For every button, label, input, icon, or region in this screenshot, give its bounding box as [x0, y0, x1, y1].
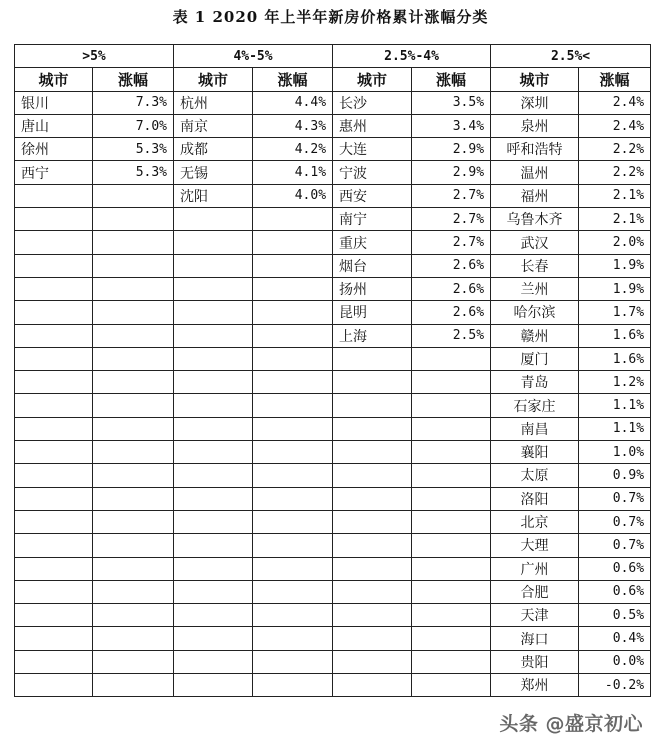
- change-cell: 1.0%: [579, 441, 651, 464]
- table-row: [15, 464, 651, 487]
- table-row: [15, 487, 651, 510]
- change-cell: 4.1%: [253, 161, 333, 184]
- change-cell: [412, 604, 491, 627]
- column-header-change: 涨幅: [412, 68, 491, 91]
- city-cell: [174, 301, 253, 324]
- city-cell: 呼和浩特: [491, 138, 579, 161]
- column-header-change: 涨幅: [253, 68, 333, 91]
- change-cell: 1.7%: [579, 301, 651, 324]
- change-cell: [253, 510, 333, 533]
- city-cell: 上海: [333, 324, 412, 347]
- city-cell: 扬州: [333, 277, 412, 300]
- city-cell: [333, 464, 412, 487]
- city-cell: 乌鲁木齐: [491, 208, 579, 231]
- city-cell: [15, 627, 93, 650]
- change-cell: [93, 534, 174, 557]
- city-cell: 银川: [15, 91, 93, 114]
- change-cell: [93, 627, 174, 650]
- change-cell: 0.9%: [579, 464, 651, 487]
- column-header-change: 涨幅: [93, 68, 174, 91]
- city-cell: [15, 324, 93, 347]
- change-cell: [93, 557, 174, 580]
- city-cell: [15, 208, 93, 231]
- change-cell: [93, 394, 174, 417]
- band-header-2.5-4: 2.5%-4%: [333, 45, 491, 68]
- change-cell: 2.6%: [412, 277, 491, 300]
- change-cell: [412, 557, 491, 580]
- change-cell: [253, 557, 333, 580]
- city-cell: 惠州: [333, 114, 412, 137]
- city-cell: 太原: [491, 464, 579, 487]
- table-row: [15, 347, 651, 370]
- table-row: [15, 324, 651, 347]
- change-cell: 4.3%: [253, 114, 333, 137]
- change-cell: 3.5%: [412, 91, 491, 114]
- table-row: [15, 301, 651, 324]
- city-cell: 大理: [491, 534, 579, 557]
- change-cell: [93, 231, 174, 254]
- change-cell: 2.2%: [579, 161, 651, 184]
- change-cell: [253, 464, 333, 487]
- table-body: [15, 91, 651, 697]
- change-cell: [93, 324, 174, 347]
- city-cell: 洛阳: [491, 487, 579, 510]
- change-cell: [412, 534, 491, 557]
- change-cell: -0.2%: [579, 674, 651, 697]
- city-cell: [174, 394, 253, 417]
- city-cell: [15, 231, 93, 254]
- change-cell: [253, 347, 333, 370]
- city-cell: [333, 674, 412, 697]
- city-cell: 南宁: [333, 208, 412, 231]
- change-cell: 2.0%: [579, 231, 651, 254]
- change-cell: 0.0%: [579, 650, 651, 673]
- change-cell: 2.9%: [412, 161, 491, 184]
- city-cell: [15, 510, 93, 533]
- change-cell: 2.5%: [412, 324, 491, 347]
- table-title: 表 1 2020 年上半年新房价格累计涨幅分类: [172, 8, 489, 26]
- table-row: [15, 627, 651, 650]
- city-cell: [174, 324, 253, 347]
- city-cell: [333, 557, 412, 580]
- change-cell: [412, 347, 491, 370]
- change-cell: 4.0%: [253, 184, 333, 207]
- band-header-4-5: 4%-5%: [174, 45, 333, 68]
- city-cell: 贵阳: [491, 650, 579, 673]
- city-cell: 成都: [174, 138, 253, 161]
- change-cell: [253, 650, 333, 673]
- change-cell: [253, 487, 333, 510]
- city-cell: 厦门: [491, 347, 579, 370]
- table-row: [15, 208, 651, 231]
- change-cell: 2.7%: [412, 184, 491, 207]
- change-cell: 2.7%: [412, 208, 491, 231]
- city-cell: [174, 208, 253, 231]
- table-row: [15, 161, 651, 184]
- change-cell: 1.1%: [579, 417, 651, 440]
- city-cell: [174, 557, 253, 580]
- city-cell: 哈尔滨: [491, 301, 579, 324]
- change-cell: [93, 580, 174, 603]
- city-cell: 西安: [333, 184, 412, 207]
- change-cell: [93, 510, 174, 533]
- city-cell: 武汉: [491, 231, 579, 254]
- change-cell: 2.6%: [412, 254, 491, 277]
- change-cell: [412, 394, 491, 417]
- city-cell: 海口: [491, 627, 579, 650]
- change-cell: [253, 604, 333, 627]
- price-change-table: [14, 44, 651, 697]
- band-header-gt5: >5%: [15, 45, 174, 68]
- city-cell: 泉州: [491, 114, 579, 137]
- change-cell: 0.7%: [579, 534, 651, 557]
- change-cell: [412, 627, 491, 650]
- change-cell: 2.4%: [579, 114, 651, 137]
- city-cell: 长沙: [333, 91, 412, 114]
- city-cell: 深圳: [491, 91, 579, 114]
- column-header-row: [15, 68, 651, 91]
- change-cell: [93, 301, 174, 324]
- watermark: 头条 @盛京初心: [499, 713, 643, 735]
- change-cell: [93, 277, 174, 300]
- change-cell: [93, 208, 174, 231]
- city-cell: 长春: [491, 254, 579, 277]
- column-header-change: 涨幅: [579, 68, 651, 91]
- change-cell: [93, 464, 174, 487]
- city-cell: 青岛: [491, 371, 579, 394]
- city-cell: [15, 254, 93, 277]
- change-cell: 1.9%: [579, 254, 651, 277]
- city-cell: [174, 231, 253, 254]
- city-cell: [333, 487, 412, 510]
- city-cell: 石家庄: [491, 394, 579, 417]
- city-cell: 温州: [491, 161, 579, 184]
- city-cell: [174, 534, 253, 557]
- city-cell: [15, 464, 93, 487]
- column-header-city: 城市: [174, 68, 253, 91]
- change-cell: 1.6%: [579, 324, 651, 347]
- change-cell: [93, 650, 174, 673]
- city-cell: [333, 347, 412, 370]
- change-cell: 5.3%: [93, 161, 174, 184]
- change-cell: [93, 417, 174, 440]
- change-cell: 3.4%: [412, 114, 491, 137]
- city-cell: [333, 580, 412, 603]
- city-cell: [333, 394, 412, 417]
- table-row: [15, 277, 651, 300]
- city-cell: [174, 510, 253, 533]
- city-cell: [15, 277, 93, 300]
- city-cell: [15, 580, 93, 603]
- change-cell: [412, 441, 491, 464]
- change-cell: [253, 394, 333, 417]
- city-cell: [15, 441, 93, 464]
- city-cell: 沈阳: [174, 184, 253, 207]
- city-cell: [333, 371, 412, 394]
- city-cell: [174, 417, 253, 440]
- city-cell: [15, 394, 93, 417]
- change-cell: 4.2%: [253, 138, 333, 161]
- city-cell: [15, 371, 93, 394]
- change-cell: 1.9%: [579, 277, 651, 300]
- change-cell: [93, 254, 174, 277]
- change-cell: [253, 417, 333, 440]
- city-cell: [15, 557, 93, 580]
- change-cell: [93, 347, 174, 370]
- city-cell: 襄阳: [491, 441, 579, 464]
- change-cell: 0.7%: [579, 487, 651, 510]
- change-cell: [93, 674, 174, 697]
- change-cell: [93, 487, 174, 510]
- city-cell: 郑州: [491, 674, 579, 697]
- city-cell: 烟台: [333, 254, 412, 277]
- change-cell: 2.4%: [579, 91, 651, 114]
- change-cell: [253, 371, 333, 394]
- city-cell: [174, 487, 253, 510]
- city-cell: [333, 650, 412, 673]
- city-cell: 重庆: [333, 231, 412, 254]
- table-row: [15, 184, 651, 207]
- change-cell: [253, 441, 333, 464]
- city-cell: [15, 347, 93, 370]
- change-cell: [253, 674, 333, 697]
- city-cell: 南京: [174, 114, 253, 137]
- change-cell: [412, 650, 491, 673]
- city-cell: [174, 650, 253, 673]
- city-cell: 杭州: [174, 91, 253, 114]
- change-cell: 7.3%: [93, 91, 174, 114]
- change-cell: [253, 277, 333, 300]
- city-cell: [15, 604, 93, 627]
- city-cell: [333, 510, 412, 533]
- change-cell: 7.0%: [93, 114, 174, 137]
- city-cell: 唐山: [15, 114, 93, 137]
- city-cell: 大连: [333, 138, 412, 161]
- city-cell: 北京: [491, 510, 579, 533]
- city-cell: [15, 184, 93, 207]
- city-cell: [333, 417, 412, 440]
- table-row: [15, 674, 651, 697]
- table-row: [15, 371, 651, 394]
- change-cell: [93, 441, 174, 464]
- change-cell: 0.5%: [579, 604, 651, 627]
- table-row: [15, 417, 651, 440]
- table-row: [15, 557, 651, 580]
- change-cell: [412, 510, 491, 533]
- change-cell: [253, 301, 333, 324]
- column-header-city: 城市: [333, 68, 412, 91]
- change-cell: [412, 371, 491, 394]
- change-cell: [412, 464, 491, 487]
- city-cell: [174, 371, 253, 394]
- change-cell: 1.1%: [579, 394, 651, 417]
- change-cell: [253, 627, 333, 650]
- city-cell: [333, 604, 412, 627]
- change-cell: 1.2%: [579, 371, 651, 394]
- change-cell: [412, 674, 491, 697]
- band-header-row: [15, 45, 651, 68]
- change-cell: 5.3%: [93, 138, 174, 161]
- city-cell: [174, 277, 253, 300]
- change-cell: 2.1%: [579, 208, 651, 231]
- change-cell: 0.4%: [579, 627, 651, 650]
- city-cell: 合肥: [491, 580, 579, 603]
- change-cell: [93, 371, 174, 394]
- city-cell: [174, 580, 253, 603]
- city-cell: [174, 464, 253, 487]
- change-cell: 2.6%: [412, 301, 491, 324]
- table-row: [15, 650, 651, 673]
- table-row: [15, 510, 651, 533]
- change-cell: 0.6%: [579, 557, 651, 580]
- city-cell: 福州: [491, 184, 579, 207]
- city-cell: [333, 534, 412, 557]
- change-cell: [253, 534, 333, 557]
- city-cell: [15, 534, 93, 557]
- city-cell: [174, 441, 253, 464]
- table-row: [15, 91, 651, 114]
- change-cell: 2.2%: [579, 138, 651, 161]
- change-cell: [253, 254, 333, 277]
- change-cell: [412, 580, 491, 603]
- band-header-lt2.5: 2.5%<: [491, 45, 651, 68]
- change-cell: 2.1%: [579, 184, 651, 207]
- city-cell: [15, 301, 93, 324]
- table-row: [15, 394, 651, 417]
- change-cell: 2.9%: [412, 138, 491, 161]
- city-cell: 宁波: [333, 161, 412, 184]
- city-cell: 西宁: [15, 161, 93, 184]
- change-cell: [93, 184, 174, 207]
- table-row: [15, 138, 651, 161]
- change-cell: [93, 604, 174, 627]
- city-cell: [174, 604, 253, 627]
- city-cell: [333, 627, 412, 650]
- city-cell: [15, 487, 93, 510]
- table-row: [15, 534, 651, 557]
- city-cell: [333, 441, 412, 464]
- table-row: [15, 580, 651, 603]
- change-cell: 2.7%: [412, 231, 491, 254]
- city-cell: 广州: [491, 557, 579, 580]
- change-cell: [253, 580, 333, 603]
- table-row: [15, 441, 651, 464]
- change-cell: [253, 231, 333, 254]
- city-cell: [174, 627, 253, 650]
- change-cell: [253, 324, 333, 347]
- city-cell: 徐州: [15, 138, 93, 161]
- city-cell: [174, 347, 253, 370]
- city-cell: [174, 254, 253, 277]
- city-cell: 昆明: [333, 301, 412, 324]
- change-cell: 4.4%: [253, 91, 333, 114]
- city-cell: [15, 674, 93, 697]
- city-cell: 南昌: [491, 417, 579, 440]
- city-cell: 无锡: [174, 161, 253, 184]
- city-cell: [15, 417, 93, 440]
- change-cell: [412, 417, 491, 440]
- city-cell: [15, 650, 93, 673]
- change-cell: 0.7%: [579, 510, 651, 533]
- table-row: [15, 604, 651, 627]
- table-row: [15, 114, 651, 137]
- change-cell: [412, 487, 491, 510]
- column-header-city: 城市: [491, 68, 579, 91]
- city-cell: [174, 674, 253, 697]
- table-row: [15, 254, 651, 277]
- table-row: [15, 231, 651, 254]
- city-cell: 赣州: [491, 324, 579, 347]
- column-header-city: 城市: [15, 68, 93, 91]
- city-cell: 天津: [491, 604, 579, 627]
- change-cell: [253, 208, 333, 231]
- change-cell: 1.6%: [579, 347, 651, 370]
- city-cell: 兰州: [491, 277, 579, 300]
- change-cell: 0.6%: [579, 580, 651, 603]
